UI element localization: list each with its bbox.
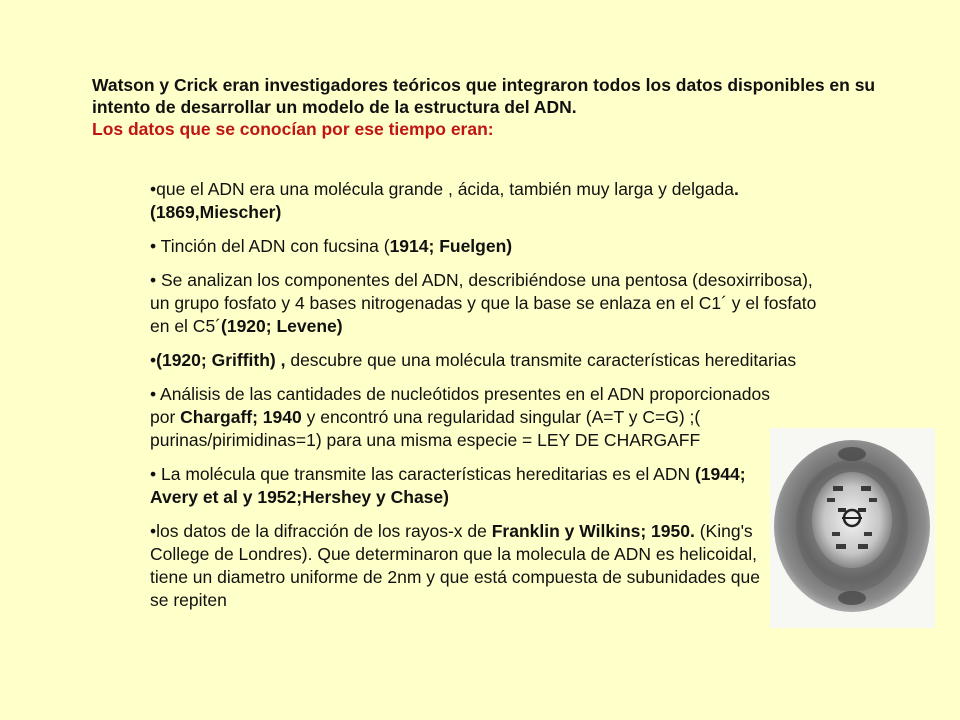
item-post: y encontró una regularidad singular (A=T y C=G) ;( purinas/pirimidinas=1) para una misma especie = LEY DE CHARGAFF [150, 407, 701, 450]
item-text: • Tinción del ADN con fucsina ( [150, 236, 390, 256]
list-item [150, 269, 830, 338]
xray-diffraction-photo [770, 428, 935, 628]
item-bold: 1914; Fuelgen) [389, 236, 513, 256]
item-bold: Franklin y Wilkins; 1950. [491, 521, 695, 541]
list-item [150, 383, 770, 452]
facts-list [150, 178, 830, 623]
item-bold: (1920; Griffith) , [156, 350, 286, 370]
list-item [150, 349, 830, 372]
list-item [150, 520, 770, 612]
item-text: •que el ADN era una molécula grande , ácida, también muy larga y delgada [150, 179, 734, 199]
item-bold: (1920; Levene) [221, 316, 343, 336]
item-text: •los datos de la difracción de los rayos-x de [150, 521, 492, 541]
item-text: • Análisis de las cantidades de nucleótidos presentes en el ADN proporcionados por [150, 384, 770, 427]
intro-text: Watson y Crick eran investigadores teóricos que integraron todos los datos disponibles en su intento de desarrollar un modelo de la estructura del ADN. [92, 75, 876, 117]
list-item [150, 235, 830, 258]
intro-highlight: Los datos que se conocían por ese tiempo eran: [92, 119, 494, 139]
item-bold: Chargaff; 1940 [180, 407, 302, 427]
intro-paragraph [92, 74, 892, 140]
list-item [150, 178, 830, 224]
item-bold: . (1869,Miescher) [150, 179, 739, 222]
item-post: (King's College de Londres). Que determinaron que la molecula de ADN es helicoidal, tiene un diametro uniforme de 2nm y que está compuesta de subunidades que se repiten [150, 521, 760, 610]
item-text: • La molécula que transmite las características hereditarias es el ADN [150, 464, 695, 484]
item-text: • [150, 350, 157, 370]
item-text: • Se analizan los componentes del ADN, describiéndose una pentosa (desoxirribosa), un grupo fosfato y 4 bases nitrogenadas y que la base se enlaza en el C1´ y el fosfato en el C5´ [150, 270, 817, 336]
item-bold: (1944; Avery et al y 1952;Hershey y Chase) [150, 464, 746, 507]
item-post: descubre que una molécula transmite características hereditarias [285, 350, 797, 370]
list-item [150, 463, 770, 509]
